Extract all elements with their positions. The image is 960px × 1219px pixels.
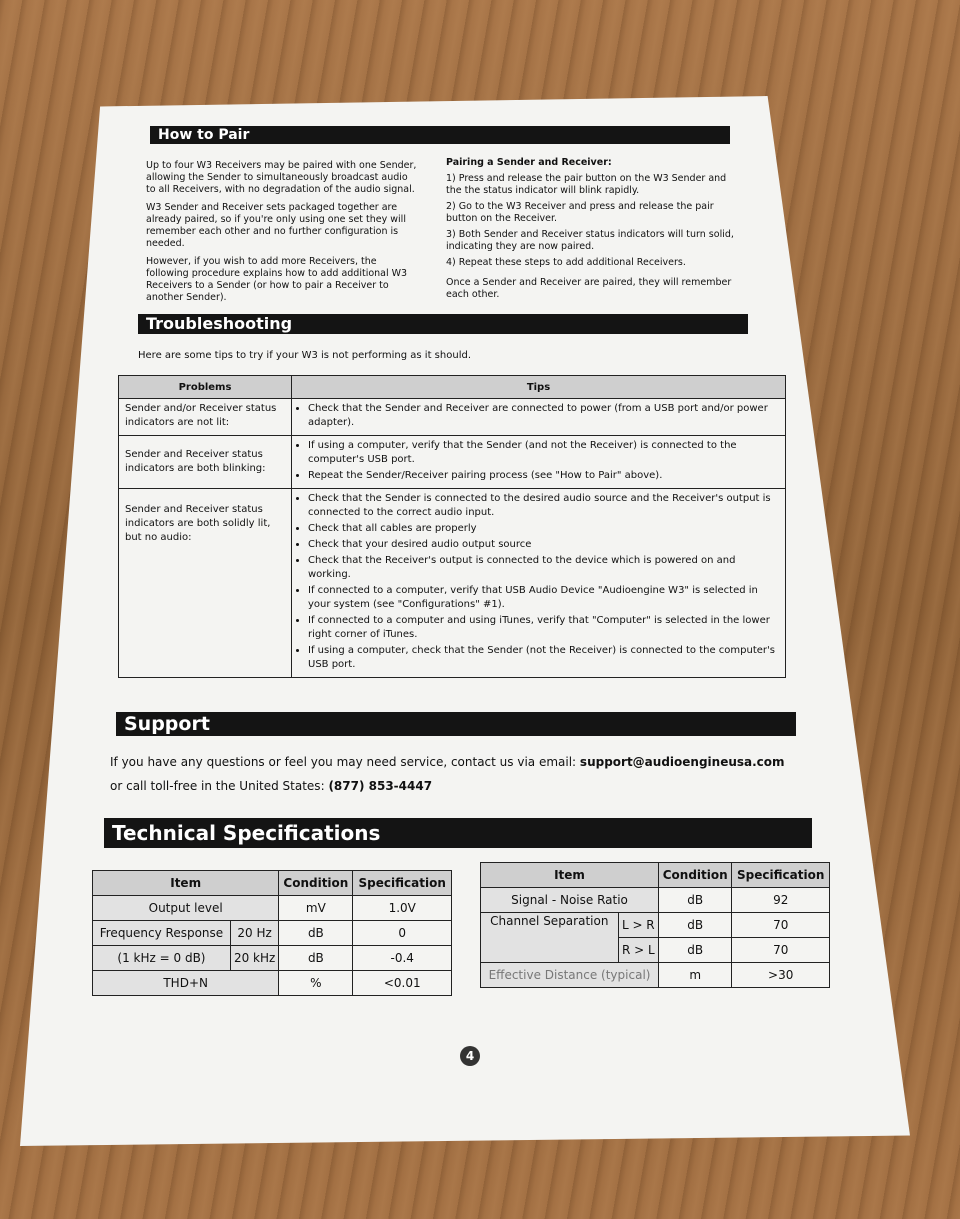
pairing-step-1: 1) Press and release the pair button on the W3 Sender and the the status indicator will blink rapidly. bbox=[446, 173, 727, 196]
spec-table-left bbox=[92, 870, 452, 996]
spec-cell: 70 bbox=[732, 938, 830, 963]
condition-cell: dB bbox=[279, 946, 353, 971]
item-cell: Effective Distance (typical) bbox=[481, 963, 659, 988]
spec-cell: 70 bbox=[732, 913, 830, 938]
item-cell: Channel Separation bbox=[481, 913, 619, 963]
problem-cell: Sender and Receiver status indicators are both solidly lit, but no audio: bbox=[119, 489, 292, 678]
item-sub-cell: 20 kHz bbox=[230, 946, 278, 971]
support-line-2: or call toll-free in the United States: bbox=[110, 779, 325, 793]
table-row bbox=[93, 896, 452, 921]
tip-item: • If connected to a computer and using iTunes, verify that "Computer" is selected in the lower right corner of iTunes. bbox=[308, 614, 779, 642]
support-phone: (877) 853-4447 bbox=[328, 779, 433, 793]
support-text bbox=[110, 750, 810, 798]
support-heading: Support bbox=[124, 713, 210, 735]
spec-cell: 0 bbox=[353, 921, 452, 946]
column-header-condition: Condition bbox=[279, 871, 353, 896]
page-number-badge: 4 bbox=[460, 1046, 480, 1066]
column-header-problems: Problems bbox=[119, 376, 292, 399]
table-row bbox=[93, 946, 452, 971]
how-to-pair-paragraph-1: Up to four W3 Receivers may be paired with one Sender, allowing the Sender to simultaneously broadcast audio to all Receivers, with no degradation of the audio signal. bbox=[146, 160, 417, 195]
table-row bbox=[481, 888, 830, 913]
column-header-specification: Specification bbox=[732, 863, 830, 888]
item-cell: Frequency Response bbox=[93, 921, 231, 946]
pairing-step-4: 4) Repeat these steps to add additional Receivers. bbox=[446, 257, 686, 268]
tip-item: • Check that the Sender is connected to the desired audio source and the Receiver's output is connected to the correct audio input. bbox=[308, 492, 779, 520]
pairing-steps bbox=[446, 157, 742, 301]
support-email-link[interactable]: support@audioengineusa.com bbox=[579, 755, 785, 769]
condition-cell: mV bbox=[279, 896, 353, 921]
tip-item: • Check that your desired audio output source bbox=[308, 538, 779, 552]
troubleshooting-heading-bar bbox=[138, 314, 748, 334]
condition-cell: % bbox=[279, 971, 353, 996]
condition-cell: dB bbox=[659, 913, 732, 938]
table-row bbox=[93, 971, 452, 996]
tip-item: • Repeat the Sender/Receiver pairing process (see "How to Pair" above). bbox=[308, 469, 779, 483]
tip-item: • If using a computer, check that the Sender (not the Receiver) is connected to the computer's USB port. bbox=[308, 644, 779, 672]
pairing-step-3: 3) Both Sender and Receiver status indicators will turn solid, indicating they are now paired. bbox=[446, 229, 734, 252]
column-header-item: Item bbox=[481, 863, 659, 888]
table-row bbox=[93, 921, 452, 946]
table-row bbox=[481, 913, 830, 938]
item-cell: Signal - Noise Ratio bbox=[481, 888, 659, 913]
condition-cell: dB bbox=[659, 888, 732, 913]
tips-cell bbox=[292, 399, 786, 436]
table-header-row bbox=[119, 376, 786, 399]
column-header-tips: Tips bbox=[292, 376, 786, 399]
tech-specs-heading: Technical Specifications bbox=[112, 821, 381, 845]
item-cell: Output level bbox=[93, 896, 279, 921]
how-to-pair-heading-bar bbox=[150, 126, 730, 144]
tip-item: • Check that the Sender and Receiver are connected to power (from a USB port and/or power adapter). bbox=[308, 402, 779, 430]
item-sub-cell: R > L bbox=[618, 938, 659, 963]
pairing-step-2: 2) Go to the W3 Receiver and press and release the pair button on the Receiver. bbox=[446, 201, 714, 224]
how-to-pair-paragraph-3: However, if you wish to add more Receivers, the following procedure explains how to add additional W3 Receivers to a Sender (or how to pair a Receiver to another Sender). bbox=[146, 256, 408, 303]
condition-cell: dB bbox=[279, 921, 353, 946]
tips-cell bbox=[292, 489, 786, 678]
tips-cell bbox=[292, 436, 786, 489]
table-row bbox=[119, 399, 786, 436]
table-header-row bbox=[481, 863, 830, 888]
table-header-row bbox=[93, 871, 452, 896]
pairing-steps-title: Pairing a Sender and Receiver: bbox=[446, 157, 612, 168]
item-cell: THD+N bbox=[93, 971, 279, 996]
troubleshooting-table bbox=[118, 375, 786, 678]
spec-cell: 1.0V bbox=[353, 896, 452, 921]
how-to-pair-left-text bbox=[146, 160, 418, 304]
spec-table-right bbox=[480, 862, 830, 988]
spec-cell: <0.01 bbox=[353, 971, 452, 996]
spec-cell: -0.4 bbox=[353, 946, 452, 971]
problem-cell: Sender and Receiver status indicators are both blinking: bbox=[119, 436, 292, 489]
tip-item: • Check that the Receiver's output is connected to the device which is powered on and working. bbox=[308, 554, 779, 582]
pairing-footer: Once a Sender and Receiver are paired, they will remember each other. bbox=[446, 277, 732, 300]
support-heading-bar bbox=[116, 712, 796, 736]
condition-cell: m bbox=[659, 963, 732, 988]
how-to-pair-heading: How to Pair bbox=[158, 127, 250, 143]
item-sub-cell: 20 Hz bbox=[230, 921, 278, 946]
spec-cell: >30 bbox=[732, 963, 830, 988]
troubleshooting-heading: Troubleshooting bbox=[146, 314, 293, 333]
table-row bbox=[481, 963, 830, 988]
troubleshooting-intro: Here are some tips to try if your W3 is not performing as it should. bbox=[138, 350, 471, 361]
condition-cell: dB bbox=[659, 938, 732, 963]
item-cell: (1 kHz = 0 dB) bbox=[93, 946, 231, 971]
tip-item: • Check that all cables are properly bbox=[308, 522, 779, 536]
problem-cell: Sender and/or Receiver status indicators are not lit: bbox=[119, 399, 292, 436]
table-row bbox=[119, 436, 786, 489]
tip-item: • If using a computer, verify that the Sender (and not the Receiver) is connected to the computer's USB port. bbox=[308, 439, 779, 467]
tip-item: • If connected to a computer, verify that USB Audio Device "Audioengine W3" is selected in your system (see "Configurations" #1). bbox=[308, 584, 779, 612]
item-sub-cell: L > R bbox=[618, 913, 659, 938]
support-line-1: If you have any questions or feel you may need service, contact us via email: bbox=[110, 755, 577, 769]
column-header-item: Item bbox=[93, 871, 279, 896]
column-header-condition: Condition bbox=[659, 863, 732, 888]
how-to-pair-paragraph-2: W3 Sender and Receiver sets packaged together are already paired, so if you're only using one set they will remember each other and no further configuration is needed. bbox=[146, 202, 406, 249]
spec-cell: 92 bbox=[732, 888, 830, 913]
column-header-specification: Specification bbox=[353, 871, 452, 896]
table-row bbox=[119, 489, 786, 678]
tech-specs-heading-bar bbox=[104, 818, 812, 848]
